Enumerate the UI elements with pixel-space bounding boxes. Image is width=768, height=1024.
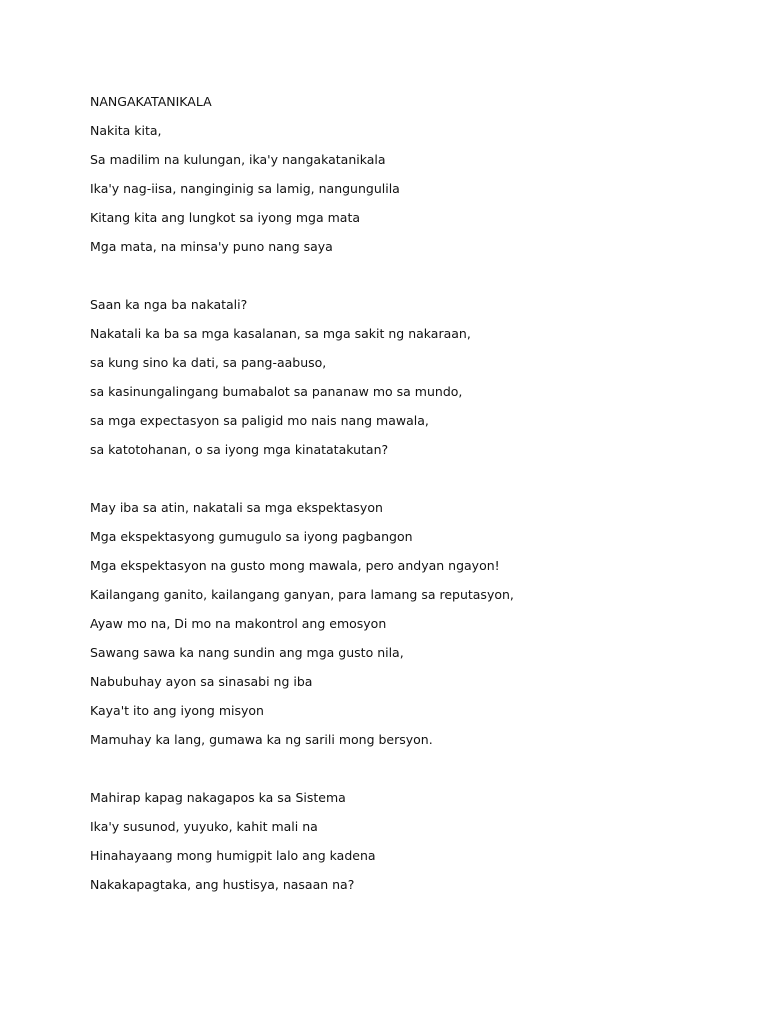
poem-title: NANGAKATANIKALA: [90, 94, 212, 109]
stanza-4: [90, 789, 730, 905]
stanza-break: [90, 470, 730, 499]
poem-line: Sa madilim na kulungan, ika'y nangakatanikala: [90, 152, 386, 167]
stanza-1: [90, 122, 730, 267]
poem-line: Hinahayaang mong humigpit lalo ang kadena: [90, 848, 376, 863]
poem-line: Nakakapagtaka, ang hustisya, nasaan na?: [90, 877, 355, 892]
stanza-break: [90, 760, 730, 789]
poem-line: Kaya't ito ang iyong misyon: [90, 703, 264, 718]
poem-line: Nakatali ka ba sa mga kasalanan, sa mga sakit ng nakaraan,: [90, 326, 471, 341]
poem-line: Mga mata, na minsa'y puno nang saya: [90, 239, 333, 254]
poem-line: May iba sa atin, nakatali sa mga ekspektasyon: [90, 500, 383, 515]
poem-line: Mamuhay ka lang, gumawa ka ng sarili mong bersyon.: [90, 732, 433, 747]
poem-line: Kailangang ganito, kailangang ganyan, para lamang sa reputasyon,: [90, 587, 514, 602]
poem-line: Nakita kita,: [90, 123, 162, 138]
poem-line: Sawang sawa ka nang sundin ang mga gusto nila,: [90, 645, 404, 660]
poem-line: Kitang kita ang lungkot sa iyong mga mata: [90, 210, 361, 225]
poem-line: Saan ka nga ba nakatali?: [90, 297, 248, 312]
stanza-break: [90, 267, 730, 296]
poem-line: sa katotohanan, o sa iyong mga kinatatakutan?: [90, 442, 389, 457]
stanza-3: [90, 499, 730, 760]
poem-line: Mga ekspektasyong gumugulo sa iyong pagbangon: [90, 529, 413, 544]
poem-line: Ika'y nag-iisa, nanginginig sa lamig, nangungulila: [90, 181, 400, 196]
stanza-2: [90, 296, 730, 470]
poem-line: sa mga expectasyon sa paligid mo nais nang mawala,: [90, 413, 429, 428]
poem-line: sa kasinungalingang bumabalot sa pananaw mo sa mundo,: [90, 384, 463, 399]
poem-line: sa kung sino ka dati, sa pang-aabuso,: [90, 355, 327, 370]
poem-line: Nabubuhay ayon sa sinasabi ng iba: [90, 674, 313, 689]
poem-line: Mahirap kapag nakagapos ka sa Sistema: [90, 790, 346, 805]
poem: [90, 93, 730, 905]
poem-line: Mga ekspektasyon na gusto mong mawala, pero andyan ngayon!: [90, 558, 500, 573]
poem-line: Ika'y susunod, yuyuko, kahit mali na: [90, 819, 318, 834]
poem-line: Ayaw mo na, Di mo na makontrol ang emosyon: [90, 616, 387, 631]
